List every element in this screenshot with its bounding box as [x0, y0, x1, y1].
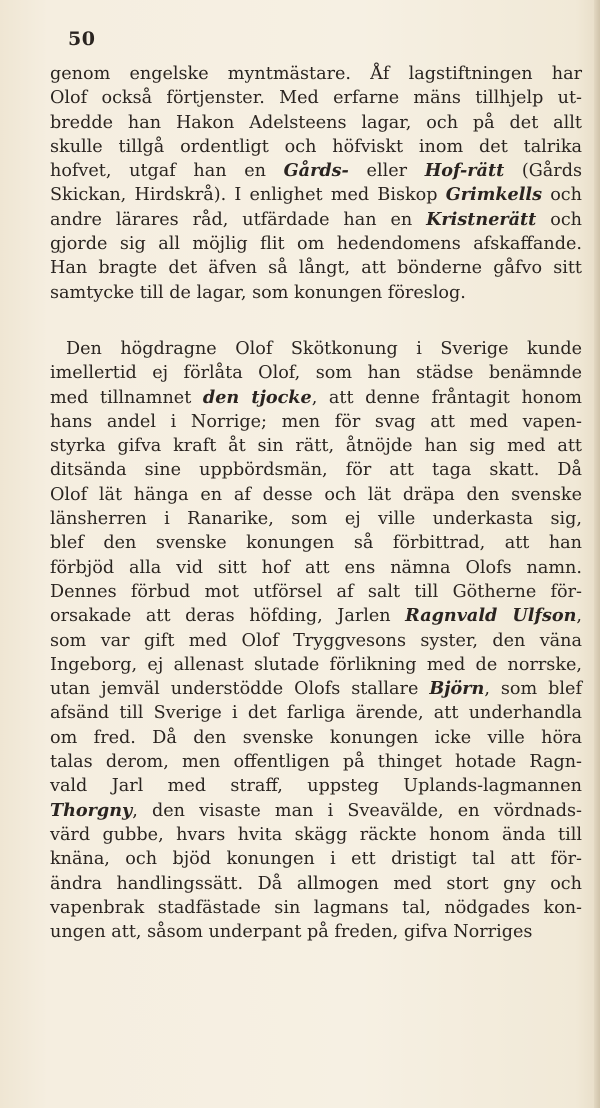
italic-term: Grimkells	[445, 184, 542, 206]
text-line: styrka gifva kraft åt sin rätt, åtnöjde han sig med att	[50, 436, 582, 457]
text-line: bredde han Hakon Adelsteens lagar, och på det allt	[50, 112, 582, 133]
text-line: värd gubbe, hvars hvita skägg räckte honom ända till	[50, 824, 582, 845]
text-line: som var gift med Olof Tryggvesons syster, den väna	[50, 630, 582, 651]
text-line: samtycke till de lagar, som konungen föreslog.	[50, 282, 466, 303]
italic-term: Hof-rätt	[424, 160, 505, 182]
italic-term: Kristnerätt	[426, 208, 537, 230]
text-line: andre lärares råd, utfärdade han en Kristnerätt och	[50, 208, 582, 230]
text-line: genom engelske myntmästare. Åf lagstiftningen har	[50, 64, 582, 84]
text-line: med tillnamnet den tjocke, att denne fråntagit honom	[50, 386, 582, 408]
italic-term: Gårds-	[283, 160, 349, 182]
text-line: skulle tillgå ordentligt och höfviskt inom det talrika	[50, 136, 582, 157]
text-line: knäna, och bjöd konungen i ett dristigt tal att för-	[50, 849, 582, 870]
text-line: ungen att, såsom underpant på freden, gifva Norriges	[50, 922, 533, 943]
italic-term: Thorgny	[50, 799, 133, 821]
text-line: utan jemväl understödde Olofs stallare Björn, som blef	[50, 678, 582, 700]
page-number: 50	[68, 28, 96, 50]
text-line: vapenbrak stadfästade sin lagmans tal, nödgades kon-	[50, 897, 582, 918]
italic-term: Björn	[429, 678, 485, 700]
text-line: talas derom, men offentligen på thinget hotade Ragn-	[50, 752, 582, 773]
text-line: orsakade att deras höfding, Jarlen Ragnvald Ulfson,	[50, 605, 583, 627]
text-line: hofvet, utgaf han en Gårds- eller Hof-rätt (Gårds	[50, 160, 582, 182]
paragraph	[50, 337, 582, 944]
page-edge	[594, 0, 600, 1108]
text-line: om fred. Då den svenske konungen icke ville höra	[50, 727, 582, 748]
paragraph	[50, 62, 582, 305]
text-line: hans andel i Norrige; men för svag att med vapen-	[50, 411, 582, 432]
text-line: Den högdragne Olof Skötkonung i Sverige kunde	[66, 338, 582, 359]
italic-term: den tjocke	[202, 386, 312, 408]
text-line: blef den svenske konungen så förbittrad, att han	[50, 533, 582, 554]
text-line: ditsända sine uppbördsmän, för att taga skatt. Då	[50, 460, 582, 481]
text-line: imellertid ej förlåta Olof, som han städse benämnde	[50, 363, 582, 384]
paragraph-gap	[50, 305, 582, 337]
text-line: afsänd till Sverige i det farliga ärende, att underhandla	[50, 703, 582, 724]
text-line: Skickan, Hirdskrå). I enlighet med Biskop Grimkells och	[50, 184, 582, 206]
text-line: Han bragte det äfven så långt, att bönderne gåfvo sitt	[50, 258, 582, 279]
text-line: Dennes förbud mot utförsel af salt till Götherne för-	[50, 581, 582, 602]
text-line: Ingeborg, ej allenast slutade förlikning med de norrske,	[50, 654, 582, 675]
text-line: vald Jarl med straff, uppsteg Uplands-lagmannen	[50, 776, 582, 797]
text-line: länsherren i Ranarike, som ej ville underkasta sig,	[50, 509, 582, 530]
italic-term: Ragnvald Ulfson	[405, 605, 577, 627]
text-line: ändra handlingssätt. Då allmogen med stort gny och	[50, 873, 582, 894]
body-text	[50, 62, 582, 944]
text-line: Thorgny, den visaste man i Sveavälde, en vördnads-	[50, 799, 582, 821]
text-line: gjorde sig all möjlig flit om hedendomens afskaffande.	[50, 234, 582, 255]
text-line: förbjöd alla vid sitt hof att ens nämna Olofs namn.	[50, 557, 582, 578]
text-line: Olof lät hänga en af desse och lät dräpa den svenske	[50, 484, 582, 505]
text-line: Olof också förtjenster. Med erfarne mäns tillhjelp ut-	[50, 88, 582, 109]
